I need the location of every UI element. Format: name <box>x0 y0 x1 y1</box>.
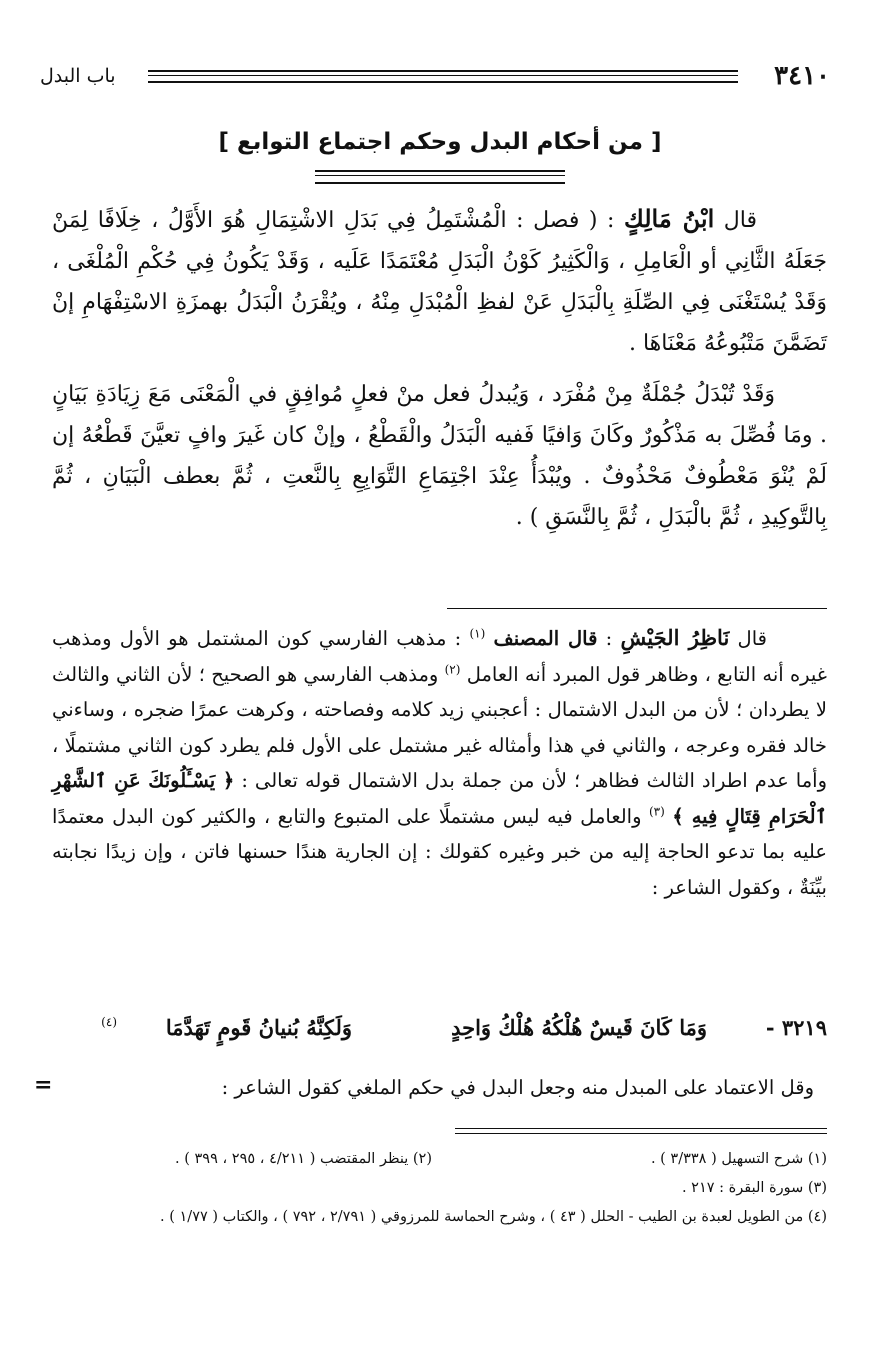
footnote-ref-3[interactable]: (٣) <box>648 804 665 818</box>
author-name: ابْنُ مَالِكٍ <box>624 204 715 233</box>
commentary-colon: : <box>597 627 621 650</box>
footnote-1: (١) شرح التسهيل ( ٣/٣٣٨ ) . <box>650 1151 827 1167</box>
footnote-row <box>52 1174 827 1203</box>
commentary-paragraph <box>52 620 827 905</box>
commentary-last-line: وقل الاعتماد على المبدل منه وجعل البدل في حكم الملغي كقول الشاعر : <box>221 1076 814 1099</box>
commentary-part-2: ومذهب الفارسي هو الصحيح ؛ لأن الثاني والثالث لا يطردان ؛ لأن من البدل الاشتمال : أعجبني زيد كلامه وفصاحته ، وكرهت عمرًا ضجره ، وساءني خالد فقره وعرجه ، والثاني في هذا وأمثاله غير مشتمل على الأول فلم يطرد كون الثاني مشتملًا ، وأما عدم اطراد الثالث فظاهر ؛ لأن من جملة بدل الاشتمال قوله تعالى : <box>52 662 827 792</box>
speaker-label: قال المصنف <box>493 627 598 650</box>
verse-second-hemistich: وَلَكِنَّهُ بُنيانُ قَومٍ تَهَدَّمَا <box>165 1015 352 1040</box>
footnote-2: (٢) ينظر المقتضب ( ٤/٢١١ ، ٢٩٥ ، ٣٩٩ ) . <box>175 1151 432 1167</box>
main-paragraph-2: وَقَدْ تُبْدَلُ جُمْلَةٌ مِنْ مُفْرَد ، وَيُبدلُ فعل منْ فعلٍ مُوافِقٍ في الْمَعْنَى مَعَ زِيَادَةِ بَيَانٍ . ومَا فُصِّلَ به مَذْكُورٌ وكَانَ وَافيًا فَفيه الْبَدَلُ والْقَطْعُ ، وإنْ كان غَيرَ وافٍ تعيَّنَ قَطْعُهُ إن لَمْ يُنْوَ مَعْطُوفٌ مَحْذُوفٌ . ويُبْدَأُ عِنْدَ اجْتِمَاعِ التَّوَابِعِ بِالنَّعتِ ، ثُمَّ بعطف الْبَيَانِ ، ثُمَّ بِالتَّوكِيدِ ، ثُمَّ بالْبَدَلِ ، ثُمَّ بِالنَّسَقِ ) . <box>52 382 827 530</box>
footnote-rule <box>455 1128 827 1134</box>
continuation-mark: = <box>34 1072 53 1098</box>
verse-first-hemistich: وَمَا كَانَ قَيسٌ هُلْكُهُ هُلْكُ وَاحِدٍ <box>451 1015 707 1040</box>
text-separator <box>447 608 827 609</box>
verse-number: ٣٢١٩ - <box>765 1015 827 1040</box>
footnote-ref-2[interactable]: (٢) <box>444 662 461 676</box>
commentary-text <box>52 620 827 905</box>
commentary-part-3: والعامل فيه ليس مشتملًا على المتبوع والتابع ، والكثير كون البدل معتمدًا عليه بما تدعو الحاجة إليه من خبر وغيره كقولك : إن الجارية هندًا حسنها فاتن ، وإن زيدًا نجابته بيِّنَةٌ ، وكقول الشاعر : <box>52 804 827 899</box>
header-rule <box>148 70 738 83</box>
main-paragraph-1 <box>52 198 827 364</box>
commentator-name: نَاظِرُ الجَيْشِ <box>620 625 730 650</box>
footnote-ref-4[interactable]: (٤) <box>101 1015 117 1029</box>
main-paragraph-1-body: : ( فصل : الْمُشْتَمِلُ فِي بَدَلِ الاشْتِمَالِ هُوَ الأَوَّلُ ، خِلَافًا لِمَنْ جَعَلَهُ الثَّانِي أو الْعَامِلِ ، وَالْكَثِيرُ كَوْنُ الْبَدَلِ مُعْتَمَدًا عَلَيه ، وَقَدْ يَكُونُ فِي حُكْمِ الْمُلْغَى ، وَقَدْ يُسْتَغْنَى فِي الصِّلَةِ بِالْبَدَلِ عَنْ لفظِ الْمُبْدَلِ مِنْهُ ، ويُقْرَنُ الْبَدَلُ بهمزَةِ الاسْتِفْهَامِ إنْ تَضَمَّنَ مَتْبُوعُهُ مَعْنَاهَا . <box>52 208 827 356</box>
footnote-ref-1[interactable]: (١) <box>469 626 486 641</box>
main-prefix: قال <box>714 208 757 233</box>
page-number: ٣٤١٠ <box>774 61 830 91</box>
footnote-row <box>52 1145 827 1174</box>
section-title: [ من أحكام البدل وحكم اجتماع التوابع ] <box>218 129 662 155</box>
commentary-part-1: : مذهب الفارسي كون المشتمل هو الأول ومذهب غيره أنه التابع ، وظاهر قول المبرد أنه العامل <box>52 627 827 686</box>
quran-verse: ﴿ يَسْـَٔلُونَكَ عَنِ ٱلشَّهْرِ ٱلْحَرَامِ قِتَالٍ فِيهِ ﴾ <box>52 769 827 828</box>
main-text <box>52 198 827 538</box>
chapter-title: باب البدل <box>40 65 116 87</box>
footnote-3: (٣) سورة البقرة : ٢١٧ . <box>681 1180 827 1196</box>
title-rule <box>315 170 565 184</box>
footnotes <box>52 1145 827 1232</box>
poetry-verse <box>52 1008 827 1048</box>
commentary-prefix: قال <box>729 627 767 650</box>
footnote-4: (٤) من الطويل لعبدة بن الطيب - الحلل ( ٤٣ ) ، وشرح الحماسة للمرزوقي ( ٢/٧٩١ ، ٧٩٢ ) ، والكتاب ( ١/٧٧ ) . <box>160 1209 827 1225</box>
running-header <box>40 60 830 94</box>
